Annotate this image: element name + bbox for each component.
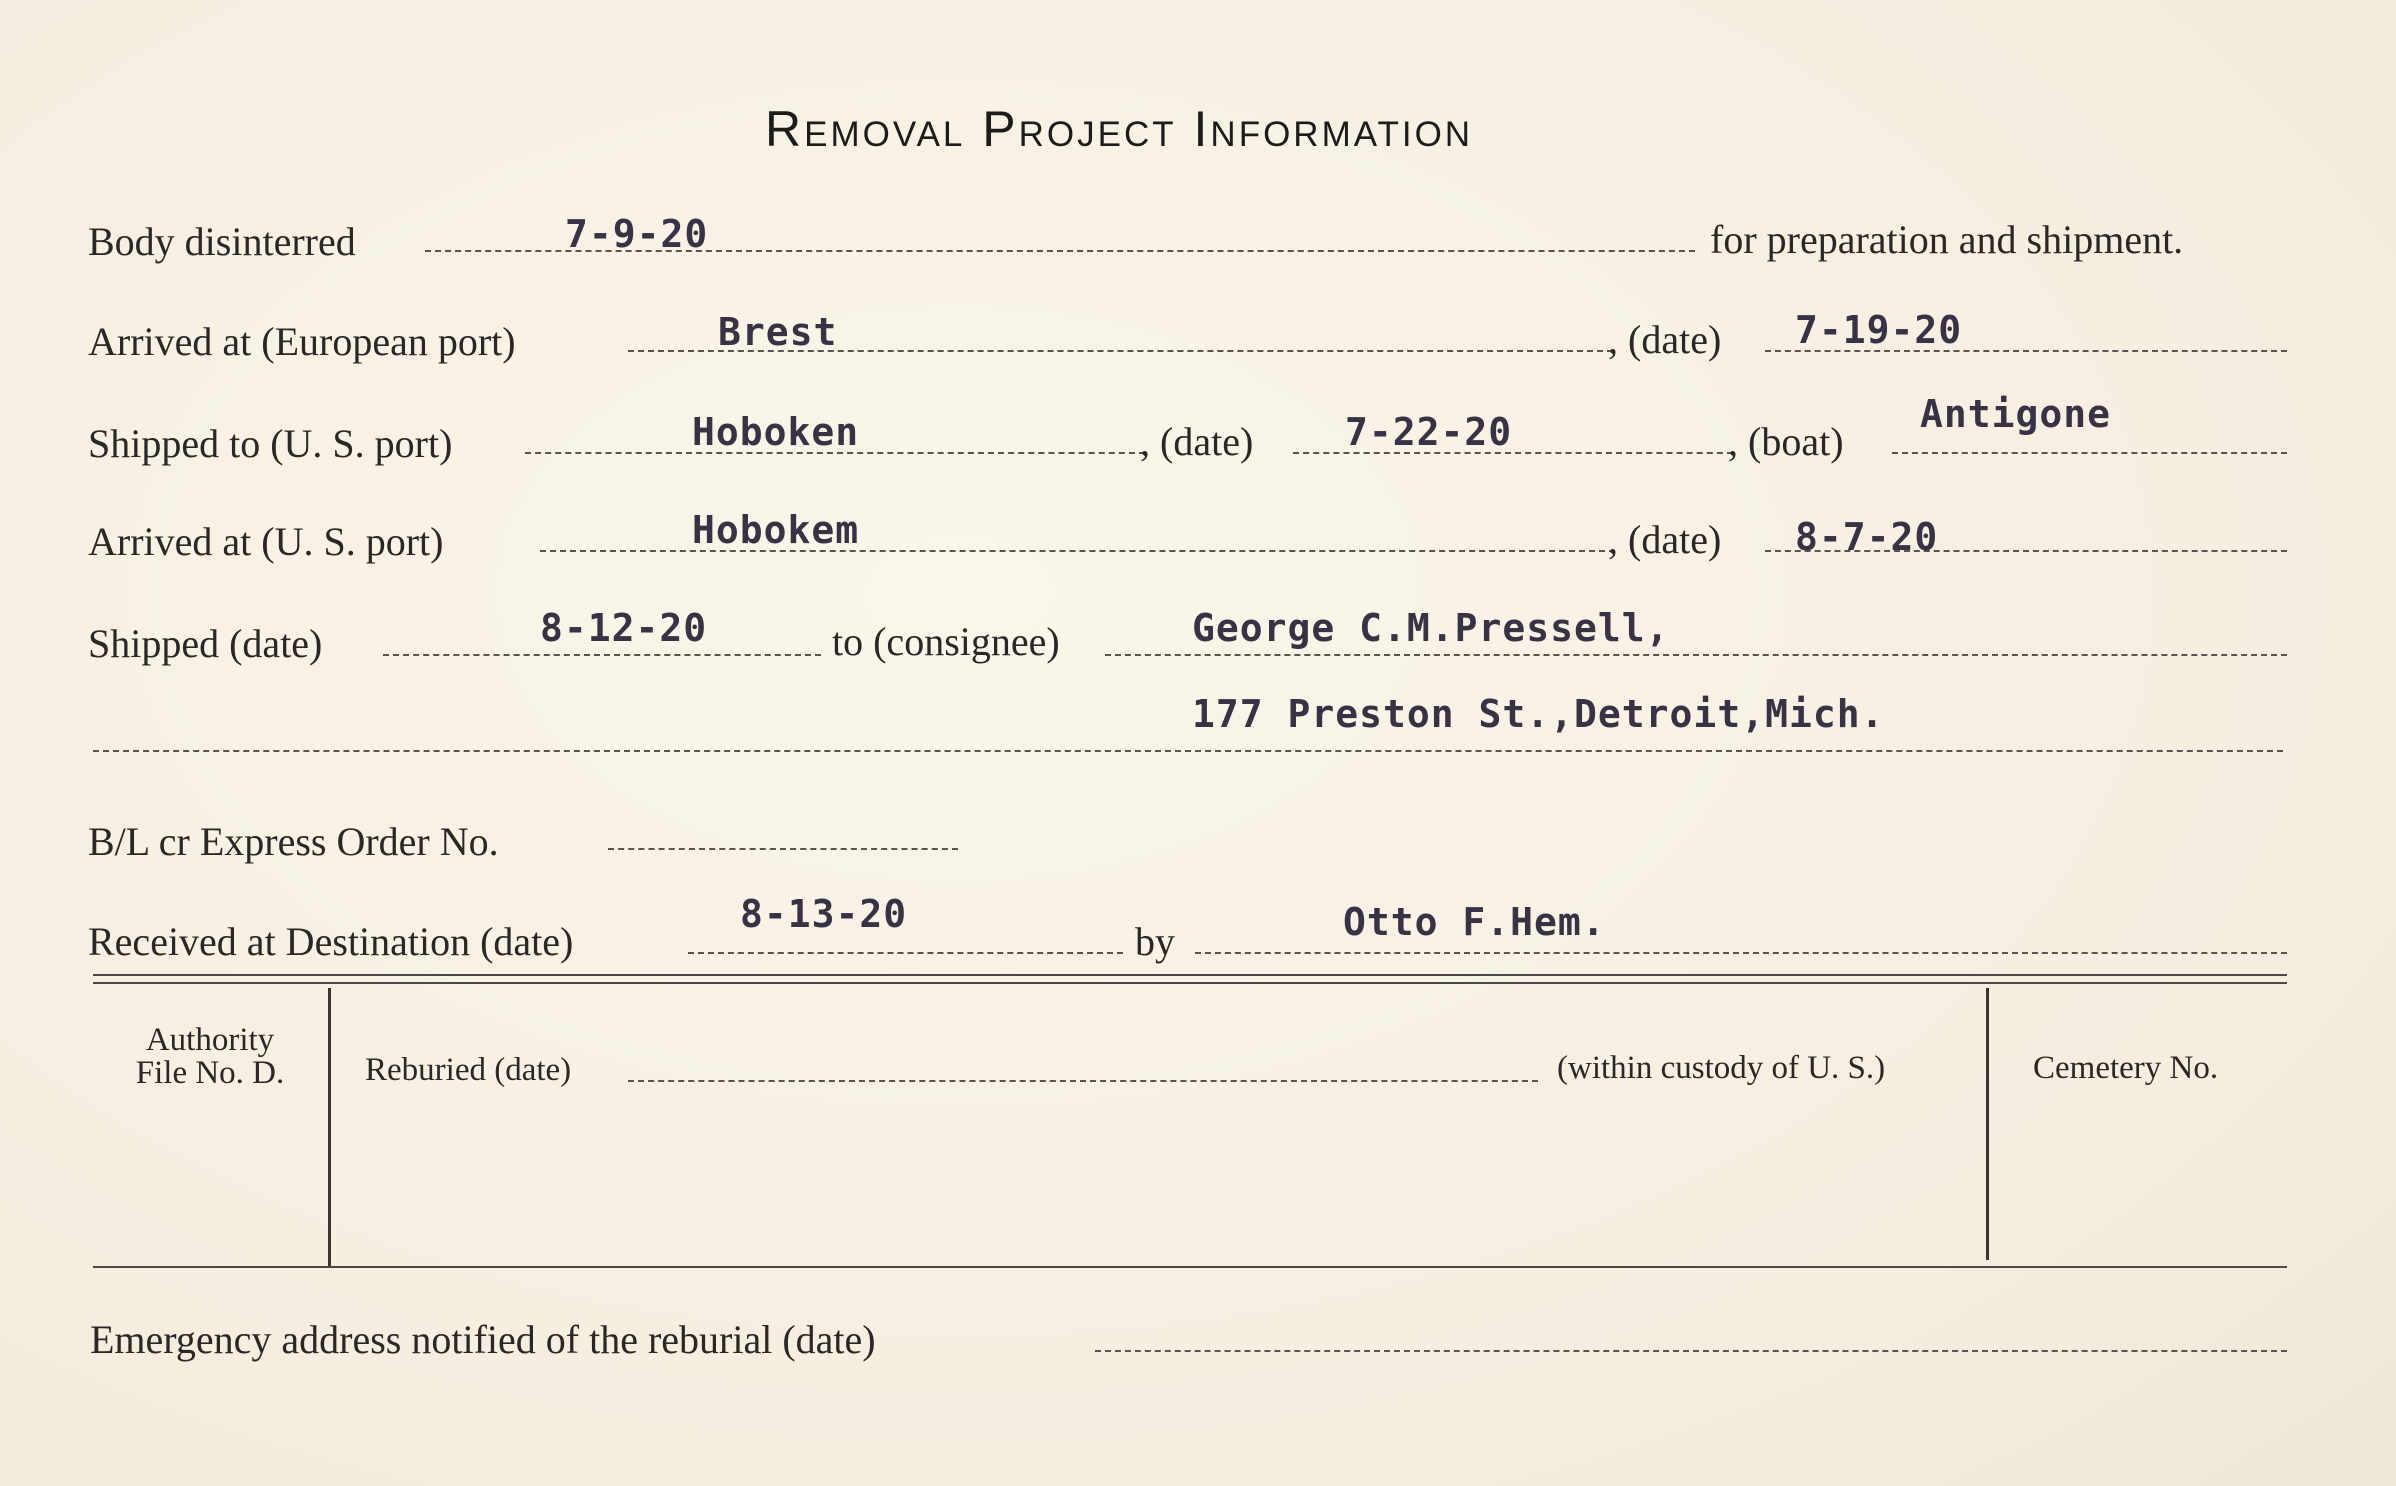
arrived-european-date-label: , (date) [1608,317,1722,362]
reburied-line [628,1080,1538,1082]
shipped-us-label: Shipped to (U. S. port) [88,421,453,466]
shipped-us-boat: Antigone [1920,392,2112,436]
received-date-line [688,952,1123,954]
consignee-label: to (consignee) [832,619,1060,664]
box-divider-left [328,988,331,1266]
box-bottom-rule [93,1266,2287,1268]
shipped-date-line [383,654,821,656]
bl-order-label: B/L cr Express Order No. [88,819,499,864]
shipped-us-port: Hoboken [692,410,860,454]
body-disinterred-value: 7-9-20 [565,212,709,256]
shipped-us-date: 7-22-20 [1345,410,1513,454]
reburied-label: Reburied (date) [365,1052,572,1088]
box-top-rule-2 [93,982,2287,984]
address-line [93,750,2283,752]
cemetery-label: Cemetery No. [2033,1050,2219,1086]
authority-label-2: File No. D. [135,1055,285,1091]
shipped-us-date-label: , (date) [1140,419,1254,464]
arrived-european-port: Brest [718,310,838,354]
shipped-us-boat-line [1892,452,2287,454]
body-disinterred-suffix: for preparation and shipment. [1710,217,2184,262]
received-date: 8-13-20 [740,892,908,936]
custody-label: (within custody of U. S.) [1557,1050,1886,1086]
consignee-line [1105,654,2287,656]
emergency-label: Emergency address notified of the reburial (date) [90,1317,876,1362]
arrived-us-date-label: , (date) [1608,517,1722,562]
received-by-line [1195,952,2287,954]
received-by-label: by [1135,919,1175,964]
arrived-european-date: 7-19-20 [1795,308,1963,352]
authority-label-1: Authority [145,1022,275,1058]
shipped-us-boat-label: , (boat) [1728,419,1844,464]
box-divider-right [1986,988,1989,1260]
arrived-us-label: Arrived at (U. S. port) [88,519,444,564]
body-disinterred-label: Body disinterred [88,219,356,264]
received-by: Otto F.Hem. [1343,900,1606,944]
emergency-line [1095,1350,2287,1352]
arrived-european-label: Arrived at (European port) [88,319,516,364]
received-label: Received at Destination (date) [88,919,574,964]
consignee-name: George C.M.Pressell, [1192,606,1670,650]
shipped-date-label: Shipped (date) [88,621,323,666]
bl-order-line [608,848,958,850]
shipped-date: 8-12-20 [540,606,708,650]
consignee-address: 177 Preston St.,Detroit,Mich. [1192,692,1885,736]
form-title: Removal Project Information [765,101,1474,157]
box-top-rule-1 [93,974,2287,976]
arrived-us-date: 8-7-20 [1795,515,1939,559]
arrived-us-port: Hobokem [692,508,860,552]
